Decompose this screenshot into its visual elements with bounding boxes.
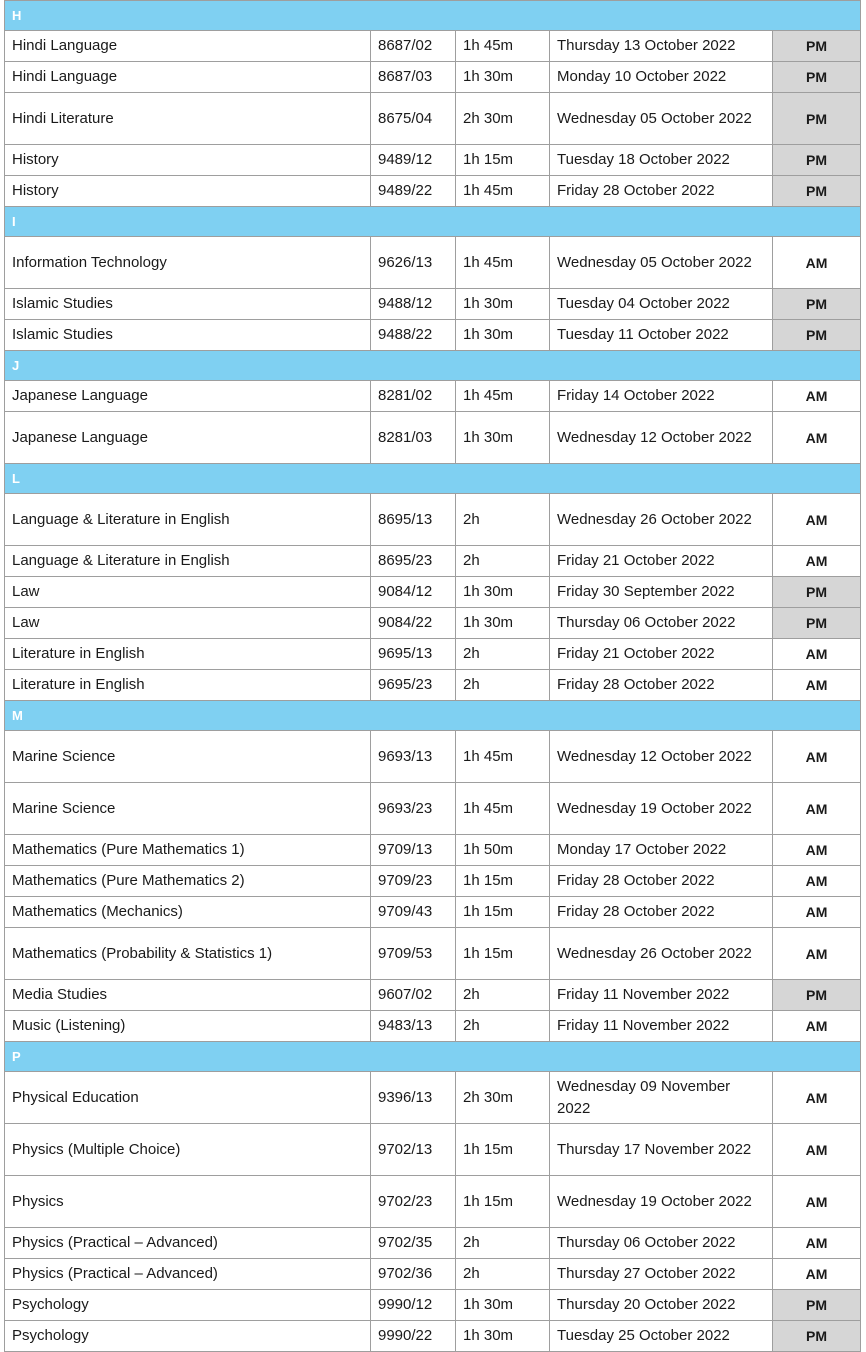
component-code-cell: 9709/23 xyxy=(371,866,456,897)
subject-cell: Hindi Language xyxy=(5,31,371,62)
duration-cell: 2h xyxy=(456,546,550,577)
table-row xyxy=(5,62,861,93)
component-code-cell: 9489/22 xyxy=(371,176,456,207)
date-cell: Monday 17 October 2022 xyxy=(550,835,773,866)
table-row xyxy=(5,1124,861,1176)
component-code-cell: 9607/02 xyxy=(371,980,456,1011)
duration-cell: 1h 45m xyxy=(456,237,550,289)
duration-cell: 2h xyxy=(456,494,550,546)
session-cell: AM xyxy=(773,866,861,897)
duration-cell: 1h 15m xyxy=(456,866,550,897)
date-cell: Friday 30 September 2022 xyxy=(550,577,773,608)
table-row xyxy=(5,381,861,412)
component-code-cell: 9488/22 xyxy=(371,320,456,351)
subject-cell: Language & Literature in English xyxy=(5,546,371,577)
session-cell: AM xyxy=(773,731,861,783)
duration-cell: 1h 30m xyxy=(456,289,550,320)
component-code-cell: 9693/23 xyxy=(371,783,456,835)
component-code-cell: 8687/02 xyxy=(371,31,456,62)
duration-cell: 2h xyxy=(456,980,550,1011)
duration-cell: 1h 15m xyxy=(456,1176,550,1228)
subject-cell: History xyxy=(5,176,371,207)
date-cell: Wednesday 05 October 2022 xyxy=(550,237,773,289)
session-cell: PM xyxy=(773,608,861,639)
date-cell: Wednesday 12 October 2022 xyxy=(550,412,773,464)
component-code-cell: 9702/23 xyxy=(371,1176,456,1228)
session-cell: AM xyxy=(773,412,861,464)
session-cell: AM xyxy=(773,1072,861,1124)
session-cell: AM xyxy=(773,897,861,928)
duration-cell: 1h 15m xyxy=(456,897,550,928)
table-row xyxy=(5,866,861,897)
table-row xyxy=(5,237,861,289)
component-code-cell: 8687/03 xyxy=(371,62,456,93)
component-code-cell: 9695/13 xyxy=(371,639,456,670)
subject-cell: Physical Education xyxy=(5,1072,371,1124)
date-cell: Wednesday 19 October 2022 xyxy=(550,783,773,835)
session-cell: PM xyxy=(773,93,861,145)
date-cell: Thursday 20 October 2022 xyxy=(550,1290,773,1321)
session-cell: AM xyxy=(773,381,861,412)
session-cell: PM xyxy=(773,1290,861,1321)
subject-cell: Mathematics (Pure Mathematics 1) xyxy=(5,835,371,866)
date-cell: Friday 28 October 2022 xyxy=(550,897,773,928)
component-code-cell: 9702/35 xyxy=(371,1228,456,1259)
component-code-cell: 9702/13 xyxy=(371,1124,456,1176)
component-code-cell: 9626/13 xyxy=(371,237,456,289)
section-letter: I xyxy=(5,207,861,237)
component-code-cell: 9709/53 xyxy=(371,928,456,980)
duration-cell: 1h 15m xyxy=(456,928,550,980)
table-row xyxy=(5,670,861,701)
duration-cell: 2h xyxy=(456,1259,550,1290)
date-cell: Thursday 06 October 2022 xyxy=(550,1228,773,1259)
date-cell: Wednesday 26 October 2022 xyxy=(550,928,773,980)
table-row xyxy=(5,176,861,207)
component-code-cell: 9488/12 xyxy=(371,289,456,320)
date-cell: Friday 28 October 2022 xyxy=(550,866,773,897)
subject-cell: Physics (Practical – Advanced) xyxy=(5,1228,371,1259)
session-cell: AM xyxy=(773,237,861,289)
component-code-cell: 9489/12 xyxy=(371,145,456,176)
table-row xyxy=(5,1011,861,1042)
date-cell: Wednesday 09 November 2022 xyxy=(550,1072,773,1124)
date-cell: Friday 21 October 2022 xyxy=(550,546,773,577)
subject-cell: History xyxy=(5,145,371,176)
session-cell: AM xyxy=(773,928,861,980)
table-row xyxy=(5,1290,861,1321)
table-row xyxy=(5,1228,861,1259)
duration-cell: 1h 30m xyxy=(456,1321,550,1352)
component-code-cell: 8281/02 xyxy=(371,381,456,412)
component-code-cell: 8695/13 xyxy=(371,494,456,546)
section-header-l xyxy=(5,464,861,494)
subject-cell: Islamic Studies xyxy=(5,320,371,351)
component-code-cell: 9702/36 xyxy=(371,1259,456,1290)
table-row xyxy=(5,31,861,62)
section-header-p xyxy=(5,1042,861,1072)
session-cell: AM xyxy=(773,1124,861,1176)
date-cell: Friday 28 October 2022 xyxy=(550,176,773,207)
section-header-i xyxy=(5,207,861,237)
table-row xyxy=(5,608,861,639)
section-header-h xyxy=(5,1,861,31)
table-row xyxy=(5,93,861,145)
table-row xyxy=(5,145,861,176)
duration-cell: 2h 30m xyxy=(456,93,550,145)
session-cell: AM xyxy=(773,639,861,670)
duration-cell: 2h xyxy=(456,1228,550,1259)
table-row xyxy=(5,897,861,928)
duration-cell: 1h 50m xyxy=(456,835,550,866)
duration-cell: 1h 30m xyxy=(456,608,550,639)
subject-cell: Physics xyxy=(5,1176,371,1228)
session-cell: PM xyxy=(773,1321,861,1352)
date-cell: Friday 11 November 2022 xyxy=(550,980,773,1011)
subject-cell: Mathematics (Pure Mathematics 2) xyxy=(5,866,371,897)
session-cell: PM xyxy=(773,31,861,62)
subject-cell: Hindi Language xyxy=(5,62,371,93)
subject-cell: Physics (Practical – Advanced) xyxy=(5,1259,371,1290)
table-row xyxy=(5,546,861,577)
session-cell: PM xyxy=(773,62,861,93)
duration-cell: 1h 30m xyxy=(456,62,550,93)
duration-cell: 2h xyxy=(456,639,550,670)
duration-cell: 1h 15m xyxy=(456,145,550,176)
component-code-cell: 8281/03 xyxy=(371,412,456,464)
subject-cell: Japanese Language xyxy=(5,381,371,412)
table-row xyxy=(5,731,861,783)
duration-cell: 1h 45m xyxy=(456,31,550,62)
subject-cell: Islamic Studies xyxy=(5,289,371,320)
date-cell: Friday 11 November 2022 xyxy=(550,1011,773,1042)
date-cell: Tuesday 18 October 2022 xyxy=(550,145,773,176)
table-row xyxy=(5,412,861,464)
table-row xyxy=(5,980,861,1011)
date-cell: Friday 21 October 2022 xyxy=(550,639,773,670)
section-header-j xyxy=(5,351,861,381)
component-code-cell: 9483/13 xyxy=(371,1011,456,1042)
exam-timetable xyxy=(4,0,861,1352)
component-code-cell: 9709/13 xyxy=(371,835,456,866)
duration-cell: 1h 30m xyxy=(456,577,550,608)
date-cell: Wednesday 12 October 2022 xyxy=(550,731,773,783)
section-letter: P xyxy=(5,1042,861,1072)
session-cell: AM xyxy=(773,1259,861,1290)
date-cell: Friday 14 October 2022 xyxy=(550,381,773,412)
session-cell: AM xyxy=(773,783,861,835)
subject-cell: Media Studies xyxy=(5,980,371,1011)
session-cell: PM xyxy=(773,145,861,176)
component-code-cell: 9990/22 xyxy=(371,1321,456,1352)
date-cell: Thursday 13 October 2022 xyxy=(550,31,773,62)
session-cell: AM xyxy=(773,546,861,577)
table-row xyxy=(5,320,861,351)
subject-cell: Law xyxy=(5,608,371,639)
subject-cell: Psychology xyxy=(5,1321,371,1352)
component-code-cell: 9693/13 xyxy=(371,731,456,783)
table-row xyxy=(5,1259,861,1290)
subject-cell: Mathematics (Mechanics) xyxy=(5,897,371,928)
subject-cell: Psychology xyxy=(5,1290,371,1321)
subject-cell: Marine Science xyxy=(5,783,371,835)
subject-cell: Physics (Multiple Choice) xyxy=(5,1124,371,1176)
subject-cell: Literature in English xyxy=(5,670,371,701)
subject-cell: Marine Science xyxy=(5,731,371,783)
duration-cell: 1h 45m xyxy=(456,176,550,207)
table-row xyxy=(5,783,861,835)
subject-cell: Law xyxy=(5,577,371,608)
section-letter: L xyxy=(5,464,861,494)
subject-cell: Music (Listening) xyxy=(5,1011,371,1042)
session-cell: PM xyxy=(773,980,861,1011)
duration-cell: 1h 45m xyxy=(456,731,550,783)
date-cell: Tuesday 25 October 2022 xyxy=(550,1321,773,1352)
duration-cell: 2h 30m xyxy=(456,1072,550,1124)
duration-cell: 2h xyxy=(456,670,550,701)
duration-cell: 1h 45m xyxy=(456,381,550,412)
subject-cell: Information Technology xyxy=(5,237,371,289)
component-code-cell: 8675/04 xyxy=(371,93,456,145)
subject-cell: Japanese Language xyxy=(5,412,371,464)
date-cell: Thursday 17 November 2022 xyxy=(550,1124,773,1176)
date-cell: Wednesday 05 October 2022 xyxy=(550,93,773,145)
session-cell: AM xyxy=(773,1011,861,1042)
component-code-cell: 9084/22 xyxy=(371,608,456,639)
date-cell: Tuesday 11 October 2022 xyxy=(550,320,773,351)
component-code-cell: 9709/43 xyxy=(371,897,456,928)
session-cell: PM xyxy=(773,320,861,351)
date-cell: Wednesday 19 October 2022 xyxy=(550,1176,773,1228)
table-row xyxy=(5,1176,861,1228)
section-header-m xyxy=(5,701,861,731)
component-code-cell: 8695/23 xyxy=(371,546,456,577)
section-letter: H xyxy=(5,1,861,31)
component-code-cell: 9695/23 xyxy=(371,670,456,701)
duration-cell: 2h xyxy=(456,1011,550,1042)
duration-cell: 1h 30m xyxy=(456,1290,550,1321)
component-code-cell: 9084/12 xyxy=(371,577,456,608)
duration-cell: 1h 15m xyxy=(456,1124,550,1176)
component-code-cell: 9990/12 xyxy=(371,1290,456,1321)
session-cell: AM xyxy=(773,1176,861,1228)
date-cell: Tuesday 04 October 2022 xyxy=(550,289,773,320)
session-cell: AM xyxy=(773,1228,861,1259)
duration-cell: 1h 30m xyxy=(456,412,550,464)
session-cell: AM xyxy=(773,494,861,546)
session-cell: PM xyxy=(773,577,861,608)
table-row xyxy=(5,289,861,320)
date-cell: Thursday 06 October 2022 xyxy=(550,608,773,639)
timetable-body xyxy=(5,1,861,1352)
subject-cell: Literature in English xyxy=(5,639,371,670)
session-cell: AM xyxy=(773,670,861,701)
session-cell: AM xyxy=(773,835,861,866)
date-cell: Monday 10 October 2022 xyxy=(550,62,773,93)
table-row xyxy=(5,494,861,546)
duration-cell: 1h 45m xyxy=(456,783,550,835)
section-letter: J xyxy=(5,351,861,381)
subject-cell: Hindi Literature xyxy=(5,93,371,145)
date-cell: Friday 28 October 2022 xyxy=(550,670,773,701)
subject-cell: Mathematics (Probability & Statistics 1) xyxy=(5,928,371,980)
table-row xyxy=(5,1321,861,1352)
table-row xyxy=(5,928,861,980)
subject-cell: Language & Literature in English xyxy=(5,494,371,546)
table-row xyxy=(5,1072,861,1124)
table-row xyxy=(5,835,861,866)
section-letter: M xyxy=(5,701,861,731)
table-row xyxy=(5,577,861,608)
date-cell: Thursday 27 October 2022 xyxy=(550,1259,773,1290)
table-row xyxy=(5,639,861,670)
duration-cell: 1h 30m xyxy=(456,320,550,351)
component-code-cell: 9396/13 xyxy=(371,1072,456,1124)
session-cell: PM xyxy=(773,289,861,320)
date-cell: Wednesday 26 October 2022 xyxy=(550,494,773,546)
session-cell: PM xyxy=(773,176,861,207)
